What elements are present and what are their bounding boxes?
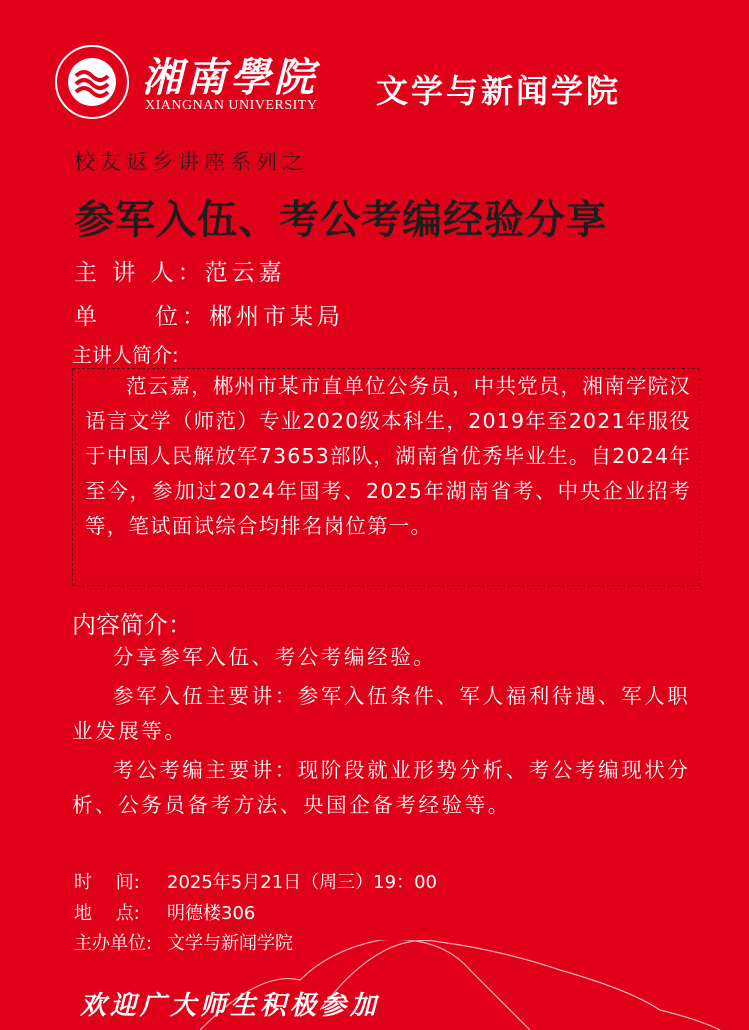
content-paragraph: 参军入伍主要讲：参军入伍条件、军人福利待遇、军人职业发展等。: [72, 684, 691, 743]
organizer-value: 文学与新闻学院: [167, 933, 293, 954]
location-line: [74, 899, 255, 925]
lecture-title: 参军入伍、考公考编经验分享: [74, 197, 607, 243]
speaker-name: 范云嘉: [204, 260, 286, 286]
unit-line: [74, 298, 344, 331]
speaker-label: 主 讲 人：: [74, 260, 205, 286]
university-seal-logo: [54, 44, 130, 120]
content-heading: 内容简介：: [72, 611, 192, 639]
university-name-en: XIANGNAN UNIVERSITY: [145, 98, 318, 113]
time-label: 时 间:: [74, 872, 140, 893]
unit-label: 单 位：: [74, 304, 209, 330]
university-name-cn: 湘南學院: [142, 54, 318, 101]
bio-text: 范云嘉，郴州市某市直单位公务员，中共党员，湘南学院汉语言文学（师范）专业2020级本科生，2019年至2021年服役于中国人民解放军73653部队，湖南省优秀毕业生。自2024年至今，参加过2024年国考、2025年湖南省考、中央企业招考等，笔试面试综合均排名岗位第一。: [85, 374, 691, 538]
content-body: [72, 640, 694, 827]
content-paragraph: 考公考编主要讲：现阶段就业形势分析、考公考编现状分析、公务员备考方法、央国企备考经验等。: [72, 758, 691, 817]
location-label: 地 点:: [74, 903, 140, 924]
unit-value: 郴州市某局: [209, 304, 344, 330]
bio-heading: 主讲人简介:: [72, 343, 179, 367]
bio-box: [72, 368, 700, 586]
speaker-line: [74, 254, 286, 287]
time-line: [74, 868, 437, 894]
content-paragraph: 分享参军入伍、考公考编经验。: [113, 645, 437, 669]
organizer-label: 主办单位:: [74, 933, 153, 954]
series-subtitle: 校友返乡讲座系列之: [74, 150, 308, 174]
organizer-line: [74, 929, 293, 955]
time-value: 2025年5月21日（周三）19：00: [167, 872, 437, 893]
college-name: 文学与新闻学院: [376, 72, 622, 110]
location-value: 明德楼306: [167, 903, 256, 924]
welcome-slogan: 欢迎广大师生积极参加: [80, 991, 381, 1021]
